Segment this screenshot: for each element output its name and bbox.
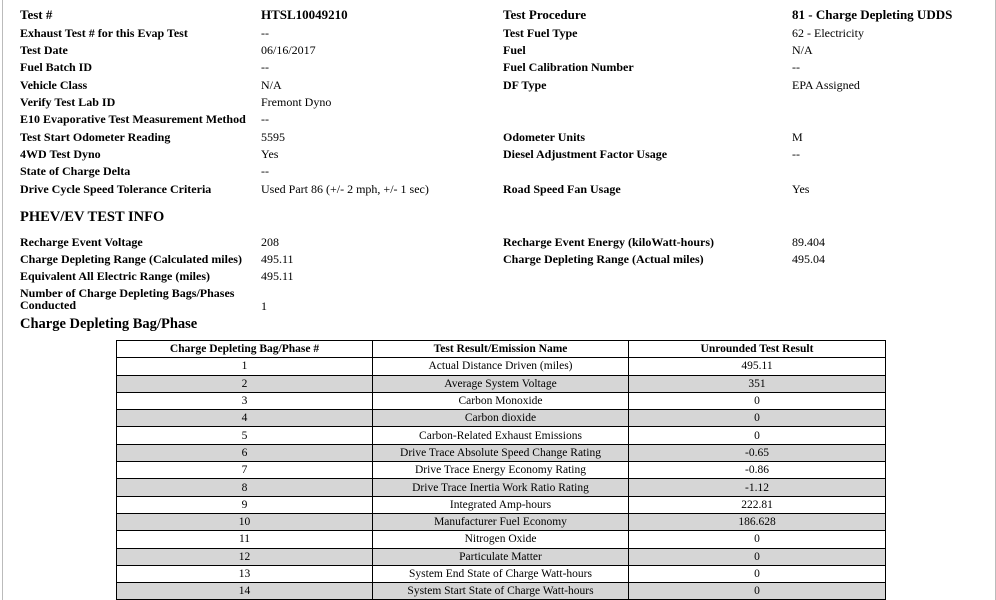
result-cell: -0.86 [629, 462, 886, 479]
result-cell: 0 [629, 410, 886, 427]
emission-cell: Average System Voltage [373, 375, 629, 392]
bag-cell: 7 [117, 462, 373, 479]
test-date-label: Test Date [20, 43, 68, 57]
test-procedure-label: Test Procedure [503, 7, 587, 22]
e10-method-label: E10 Evaporative Test Measurement Method [20, 112, 246, 126]
df-type-value: EPA Assigned [792, 78, 860, 92]
table-row [117, 496, 886, 513]
emission-cell: Drive Trace Inertia Work Ratio Rating [373, 479, 629, 496]
table-header-row [117, 341, 886, 358]
cd-range-actual-value: 495.04 [792, 252, 825, 266]
vehicle-class-label: Vehicle Class [20, 78, 88, 92]
table-row [117, 427, 886, 444]
odometer-units-label: Odometer Units [503, 130, 586, 144]
bag-cell: 13 [117, 565, 373, 582]
result-cell: 186.628 [629, 513, 886, 530]
recharge-voltage-value: 208 [261, 235, 279, 249]
result-cell: -0.65 [629, 444, 886, 461]
table-row [117, 531, 886, 548]
emission-cell: Drive Trace Energy Economy Rating [373, 462, 629, 479]
exhaust-test-value: -- [261, 26, 269, 40]
test-fuel-type-label: Test Fuel Type [503, 26, 578, 40]
diesel-factor-value: -- [792, 147, 800, 161]
road-fan-label: Road Speed Fan Usage [503, 182, 621, 196]
cd-range-actual-label: Charge Depleting Range (Actual miles) [503, 252, 704, 266]
fuel-batch-label: Fuel Batch ID [20, 60, 92, 74]
column-header-bag: Charge Depleting Bag/Phase # [117, 341, 373, 358]
table-row [117, 444, 886, 461]
bag-cell: 11 [117, 531, 373, 548]
bag-phase-title: Charge Depleting Bag/Phase [20, 316, 198, 332]
bag-cell: 6 [117, 444, 373, 461]
bag-cell: 2 [117, 375, 373, 392]
column-header-result: Unrounded Test Result [629, 341, 886, 358]
table-row [117, 565, 886, 582]
result-cell: -1.12 [629, 479, 886, 496]
fuel-calibration-value: -- [792, 60, 800, 74]
bag-cell: 3 [117, 392, 373, 409]
result-cell: 0 [629, 427, 886, 444]
table-row [117, 375, 886, 392]
result-cell: 0 [629, 531, 886, 548]
table-row [117, 548, 886, 565]
bag-cell: 5 [117, 427, 373, 444]
emission-cell: Drive Trace Absolute Speed Change Rating [373, 444, 629, 461]
cd-range-calc-label: Charge Depleting Range (Calculated miles) [20, 252, 242, 266]
4wd-dyno-label: 4WD Test Dyno [20, 147, 101, 161]
df-type-label: DF Type [503, 78, 547, 92]
result-cell: 0 [629, 548, 886, 565]
table-row [117, 392, 886, 409]
e10-method-value: -- [261, 112, 269, 126]
table-row [117, 479, 886, 496]
tolerance-label: Drive Cycle Speed Tolerance Criteria [20, 182, 212, 196]
emission-cell: Manufacturer Fuel Economy [373, 513, 629, 530]
bag-cell: 1 [117, 358, 373, 375]
soc-delta-value: -- [261, 164, 269, 178]
recharge-voltage-label: Recharge Event Voltage [20, 235, 143, 249]
result-cell: 351 [629, 375, 886, 392]
emission-cell: Particulate Matter [373, 548, 629, 565]
table-row [117, 583, 886, 600]
exhaust-test-label: Exhaust Test # for this Evap Test [20, 26, 188, 40]
fuel-calibration-label: Fuel Calibration Number [503, 60, 634, 74]
table-row [117, 462, 886, 479]
test-fuel-type-value: 62 - Electricity [792, 26, 864, 40]
diesel-factor-label: Diesel Adjustment Factor Usage [503, 147, 668, 161]
emission-cell: Carbon-Related Exhaust Emissions [373, 427, 629, 444]
test-number-value: HTSL10049210 [261, 7, 348, 22]
bag-cell: 8 [117, 479, 373, 496]
bag-cell: 4 [117, 410, 373, 427]
verify-lab-label: Verify Test Lab ID [20, 95, 116, 109]
result-cell: 0 [629, 583, 886, 600]
eaer-value: 495.11 [261, 269, 294, 283]
table-row [117, 358, 886, 375]
emission-cell: System Start State of Charge Watt-hours [373, 583, 629, 600]
bags-conducted-label: Number of Charge Depleting Bags/Phases Conducted [20, 286, 235, 312]
emission-cell: Carbon Monoxide [373, 392, 629, 409]
road-fan-value: Yes [792, 182, 810, 196]
fuel-value: N/A [792, 43, 813, 57]
bags-conducted-value: 1 [261, 299, 267, 313]
phev-section-title: PHEV/EV TEST INFO [20, 209, 165, 225]
bag-cell: 14 [117, 583, 373, 600]
column-header-emission: Test Result/Emission Name [373, 341, 629, 358]
verify-lab-value: Fremont Dyno [261, 95, 332, 109]
bag-cell: 12 [117, 548, 373, 565]
recharge-energy-value: 89.404 [792, 235, 825, 249]
test-number-label: Test # [20, 7, 53, 22]
result-cell: 495.11 [629, 358, 886, 375]
odometer-units-value: M [792, 130, 803, 144]
result-cell: 0 [629, 565, 886, 582]
result-cell: 0 [629, 392, 886, 409]
odometer-reading-label: Test Start Odometer Reading [20, 130, 171, 144]
fuel-label: Fuel [503, 43, 526, 57]
4wd-dyno-value: Yes [261, 147, 279, 161]
recharge-energy-label: Recharge Event Energy (kiloWatt-hours) [503, 235, 714, 249]
bag-cell: 10 [117, 513, 373, 530]
test-procedure-value: 81 - Charge Depleting UDDS [792, 7, 953, 22]
emission-cell: System End State of Charge Watt-hours [373, 565, 629, 582]
fuel-batch-value: -- [261, 60, 269, 74]
eaer-label: Equivalent All Electric Range (miles) [20, 269, 210, 283]
bag-cell: 9 [117, 496, 373, 513]
emission-cell: Nitrogen Oxide [373, 531, 629, 548]
results-table [116, 340, 886, 600]
table-row [117, 410, 886, 427]
odometer-reading-value: 5595 [261, 130, 285, 144]
vehicle-class-value: N/A [261, 78, 282, 92]
result-cell: 222.81 [629, 496, 886, 513]
emission-cell: Integrated Amp-hours [373, 496, 629, 513]
soc-delta-label: State of Charge Delta [20, 164, 131, 178]
tolerance-value: Used Part 86 (+/- 2 mph, +/- 1 sec) [261, 182, 429, 196]
test-date-value: 06/16/2017 [261, 43, 316, 57]
cd-range-calc-value: 495.11 [261, 252, 294, 266]
table-row [117, 513, 886, 530]
emission-cell: Actual Distance Driven (miles) [373, 358, 629, 375]
emission-cell: Carbon dioxide [373, 410, 629, 427]
